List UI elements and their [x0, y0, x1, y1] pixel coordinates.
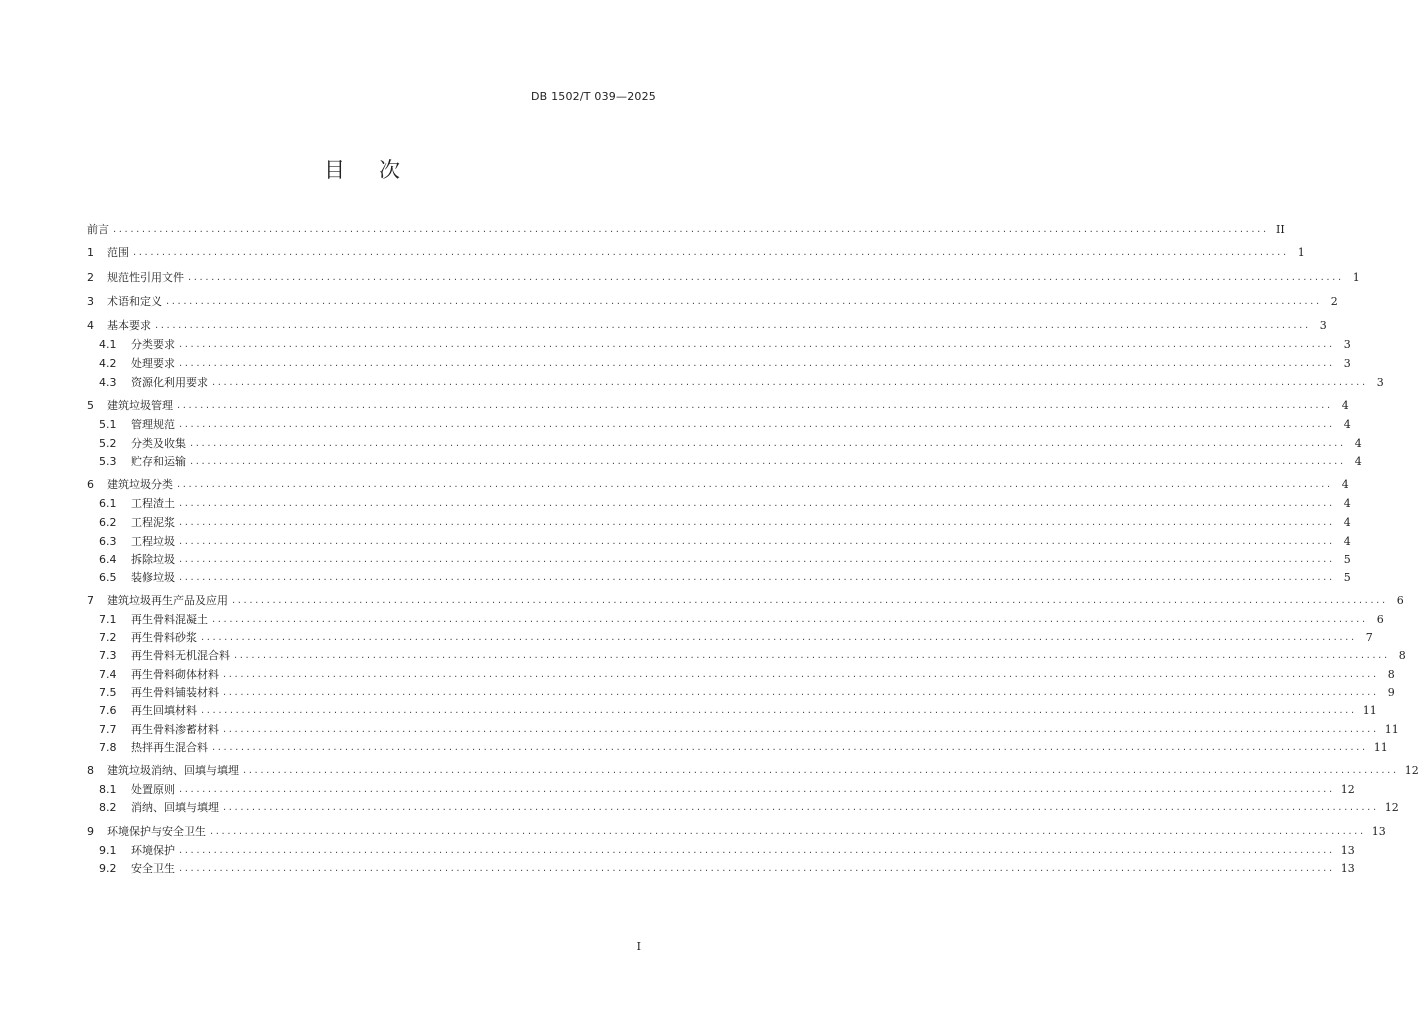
toc-entry[interactable] — [87, 220, 1285, 238]
toc-entry-number: 9.2 — [99, 861, 117, 875]
toc-entry-number: 5.3 — [99, 454, 117, 468]
toc-entry-number: 6.4 — [99, 552, 117, 566]
toc-entry-number: 6 — [87, 477, 94, 491]
toc-entry-label: 再生骨料渗蓄材料 — [131, 723, 219, 736]
toc-subentry[interactable] — [99, 452, 1362, 470]
toc-entry-label: 安全卫生 — [131, 862, 175, 875]
toc-entry-label: 拆除垃圾 — [131, 553, 175, 566]
toc-subentry[interactable] — [99, 568, 1351, 586]
toc-entry-label: 范围 — [107, 246, 129, 259]
toc-entry-number: 6.3 — [99, 534, 117, 548]
toc-entry-page: 4 — [1354, 436, 1362, 450]
dot-leader: ........................................................................................................................................................................................................ — [179, 418, 1335, 430]
toc-entry-label: 环境保护 — [131, 844, 175, 857]
toc-subentry[interactable] — [99, 780, 1355, 798]
toc-entry-page: 8 — [1398, 648, 1406, 662]
dot-leader: ........................................................................................................................................................................................................ — [201, 631, 1357, 643]
toc-entry-number: 7 — [87, 593, 94, 607]
toc-entry-page: 1 — [1352, 270, 1360, 284]
toc-entry-label: 再生骨料砂浆 — [131, 631, 197, 644]
toc-entry[interactable] — [87, 316, 1327, 334]
toc-entry-number: 5.2 — [99, 436, 117, 450]
toc-entry-label: 前言 — [87, 223, 109, 236]
toc-entry-label: 处理要求 — [131, 357, 175, 370]
toc-entry-page: 11 — [1373, 740, 1388, 754]
toc-subentry[interactable] — [99, 646, 1406, 664]
toc-subentry[interactable] — [99, 683, 1395, 701]
toc-subentry[interactable] — [99, 434, 1362, 452]
toc-entry-number: 4.2 — [99, 356, 117, 370]
toc-entry-number: 7.7 — [99, 722, 117, 736]
toc-entry-label: 建筑垃圾分类 — [107, 478, 173, 491]
toc-entry-number: 6.2 — [99, 515, 117, 529]
toc-subentry[interactable] — [99, 628, 1373, 646]
toc-subentry[interactable] — [99, 354, 1351, 372]
toc-entry-page: 8 — [1387, 667, 1395, 681]
page-number: I — [636, 940, 641, 953]
dot-leader: ........................................................................................................................................................................................................ — [177, 478, 1333, 490]
toc-entry-number: 6.5 — [99, 570, 117, 584]
toc-entry-number: 2 — [87, 270, 94, 284]
toc-entry[interactable] — [87, 761, 1419, 779]
toc-entry-page: 4 — [1343, 417, 1351, 431]
toc-entry-page: 13 — [1340, 861, 1355, 875]
dot-leader: ........................................................................................................................................................................................................ — [179, 357, 1335, 369]
toc-entry-number: 5.1 — [99, 417, 117, 431]
toc-entry-label: 装修垃圾 — [131, 571, 175, 584]
toc-subentry[interactable] — [99, 720, 1399, 738]
toc-entry-number: 9.1 — [99, 843, 117, 857]
dot-leader: ........................................................................................................................................................................................................ — [210, 825, 1366, 837]
dot-leader: ........................................................................................................................................................................................................ — [155, 319, 1311, 331]
toc-entry-number: 5 — [87, 398, 94, 412]
dot-leader: ........................................................................................................................................................................................................ — [179, 862, 1335, 874]
toc-entry-label: 再生骨料混凝土 — [131, 613, 208, 626]
toc-entry-label: 热拌再生混合料 — [131, 741, 208, 754]
dot-leader: ........................................................................................................................................................................................................ — [234, 649, 1390, 661]
document-code: DB 1502/T 039—2025 — [530, 90, 656, 103]
toc-entry-page: 2 — [1330, 294, 1338, 308]
toc-entry-page: 4 — [1343, 496, 1351, 510]
toc-entry-number: 9 — [87, 824, 94, 838]
toc-entry-number: 4.1 — [99, 337, 117, 351]
toc-entry-label: 分类要求 — [131, 338, 175, 351]
toc-entry-page: 4 — [1343, 534, 1351, 548]
dot-leader: ........................................................................................................................................................................................................ — [179, 497, 1335, 509]
toc-subentry[interactable] — [99, 798, 1399, 816]
toc-entry-label: 环境保护与安全卫生 — [107, 825, 206, 838]
toc-entry-page: 12 — [1404, 763, 1419, 777]
toc-entry-label: 建筑垃圾消纳、回填与填埋 — [107, 764, 239, 777]
dot-leader: ........................................................................................................................................................................................................ — [188, 271, 1344, 283]
toc-entry[interactable] — [87, 822, 1386, 840]
toc-entry-number: 7.6 — [99, 703, 117, 717]
toc-entry-number: 3 — [87, 294, 94, 308]
dot-leader: ........................................................................................................................................................................................................ — [166, 295, 1322, 307]
toc-entry-number: 7.4 — [99, 667, 117, 681]
toc-entry-number: 4 — [87, 318, 94, 332]
toc-subentry[interactable] — [99, 738, 1388, 756]
toc-entry[interactable] — [87, 268, 1360, 286]
dot-leader: ........................................................................................................................................................................................................ — [177, 399, 1333, 411]
dot-leader: ........................................................................................................................................................................................................ — [133, 246, 1289, 258]
toc-entry-label: 建筑垃圾再生产品及应用 — [107, 594, 228, 607]
toc-entry-label: 再生回填材料 — [131, 704, 197, 717]
dot-leader: ........................................................................................................................................................................................................ — [179, 783, 1335, 795]
toc-subentry[interactable] — [99, 841, 1355, 859]
toc-entry-label: 再生骨料铺装材料 — [131, 686, 219, 699]
toc-entry-page: 12 — [1384, 800, 1399, 814]
page-title: 目次 — [324, 158, 434, 182]
toc-subentry[interactable] — [99, 550, 1351, 568]
toc-entry-page: 11 — [1384, 722, 1399, 736]
dot-leader: ........................................................................................................................................................................................................ — [190, 455, 1346, 467]
dot-leader: ........................................................................................................................................................................................................ — [212, 741, 1368, 753]
toc-entry-page: 6 — [1396, 593, 1404, 607]
toc-entry-page: 4 — [1341, 477, 1349, 491]
dot-leader: ........................................................................................................................................................................................................ — [223, 668, 1379, 680]
dot-leader: ........................................................................................................................................................................................................ — [179, 535, 1335, 547]
toc-subentry[interactable] — [99, 415, 1351, 433]
dot-leader: ........................................................................................................................................................................................................ — [223, 801, 1379, 813]
toc-subentry[interactable] — [99, 610, 1384, 628]
dot-leader: ........................................................................................................................................................................................................ — [179, 338, 1335, 350]
toc-subentry[interactable] — [99, 532, 1351, 550]
toc-entry-page: 12 — [1340, 782, 1355, 796]
toc-entry[interactable] — [87, 396, 1349, 414]
toc-entry-label: 资源化利用要求 — [131, 376, 208, 389]
toc-entry-number: 1 — [87, 245, 94, 259]
dot-leader: ........................................................................................................................................................................................................ — [113, 223, 1269, 235]
dot-leader: ........................................................................................................................................................................................................ — [201, 704, 1357, 716]
toc-entry-page: 13 — [1340, 843, 1355, 857]
dot-leader: ........................................................................................................................................................................................................ — [179, 844, 1335, 856]
toc-entry-label: 消纳、回填与填埋 — [131, 801, 219, 814]
toc-entry-number: 8.1 — [99, 782, 117, 796]
toc-entry[interactable] — [87, 243, 1305, 261]
toc-subentry[interactable] — [99, 513, 1351, 531]
toc-entry-page: 1 — [1297, 245, 1305, 259]
dot-leader: ........................................................................................................................................................................................................ — [212, 613, 1368, 625]
toc-entry-label: 分类及收集 — [131, 437, 186, 450]
toc-entry-page: 3 — [1376, 375, 1384, 389]
toc-entry-label: 再生骨料砌体材料 — [131, 668, 219, 681]
toc-subentry[interactable] — [99, 335, 1351, 353]
dot-leader: ........................................................................................................................................................................................................ — [179, 553, 1335, 565]
dot-leader: ........................................................................................................................................................................................................ — [223, 686, 1379, 698]
toc-entry-page: 3 — [1319, 318, 1327, 332]
toc-entry-number: 7.1 — [99, 612, 117, 626]
toc-entry-number: 4.3 — [99, 375, 117, 389]
toc-entry-page: 9 — [1387, 685, 1395, 699]
toc-entry-number: 7.3 — [99, 648, 117, 662]
toc-entry-number: 8.2 — [99, 800, 117, 814]
toc-entry-page: 5 — [1343, 570, 1351, 584]
dot-leader: ........................................................................................................................................................................................................ — [179, 516, 1335, 528]
toc-subentry[interactable] — [99, 701, 1377, 719]
toc-entry[interactable] — [87, 475, 1349, 493]
toc-entry-label: 管理规范 — [131, 418, 175, 431]
toc-entry-number: 6.1 — [99, 496, 117, 510]
toc-entry-page: 6 — [1376, 612, 1384, 626]
toc-entry[interactable] — [87, 292, 1338, 310]
dot-leader: ........................................................................................................................................................................................................ — [212, 376, 1368, 388]
toc-entry-label: 工程渣土 — [131, 497, 175, 510]
toc-entry-number: 7.5 — [99, 685, 117, 699]
toc-entry-page: 3 — [1343, 356, 1351, 370]
toc-entry[interactable] — [87, 591, 1404, 609]
toc-entry-label: 基本要求 — [107, 319, 151, 332]
dot-leader: ........................................................................................................................................................................................................ — [232, 594, 1388, 606]
toc-entry-number: 8 — [87, 763, 94, 777]
toc-entry-label: 建筑垃圾管理 — [107, 399, 173, 412]
toc-entry-page: 11 — [1362, 703, 1377, 717]
toc-entry-page: 4 — [1341, 398, 1349, 412]
toc-entry-label: 规范性引用文件 — [107, 271, 184, 284]
toc-entry-label: 术语和定义 — [107, 295, 162, 308]
dot-leader: ........................................................................................................................................................................................................ — [243, 764, 1399, 776]
toc-entry-page: 5 — [1343, 552, 1351, 566]
toc-subentry[interactable] — [99, 859, 1355, 877]
toc-entry-label: 工程泥浆 — [131, 516, 175, 529]
toc-entry-label: 再生骨料无机混合料 — [131, 649, 230, 662]
toc-entry-page: 7 — [1365, 630, 1373, 644]
toc-entry-page: II — [1276, 222, 1285, 236]
toc-subentry[interactable] — [99, 665, 1395, 683]
toc-entry-page: 3 — [1343, 337, 1351, 351]
toc-entry-page: 4 — [1354, 454, 1362, 468]
toc-subentry[interactable] — [99, 373, 1384, 391]
toc-subentry[interactable] — [99, 494, 1351, 512]
toc-entry-page: 13 — [1371, 824, 1386, 838]
toc-entry-page: 4 — [1343, 515, 1351, 529]
toc-entry-label: 处置原则 — [131, 783, 175, 796]
dot-leader: ........................................................................................................................................................................................................ — [190, 437, 1346, 449]
toc-entry-label: 贮存和运输 — [131, 455, 186, 468]
dot-leader: ........................................................................................................................................................................................................ — [223, 723, 1379, 735]
toc-entry-number: 7.8 — [99, 740, 117, 754]
dot-leader: ........................................................................................................................................................................................................ — [179, 571, 1335, 583]
toc-entry-number: 7.2 — [99, 630, 117, 644]
toc-entry-label: 工程垃圾 — [131, 535, 175, 548]
